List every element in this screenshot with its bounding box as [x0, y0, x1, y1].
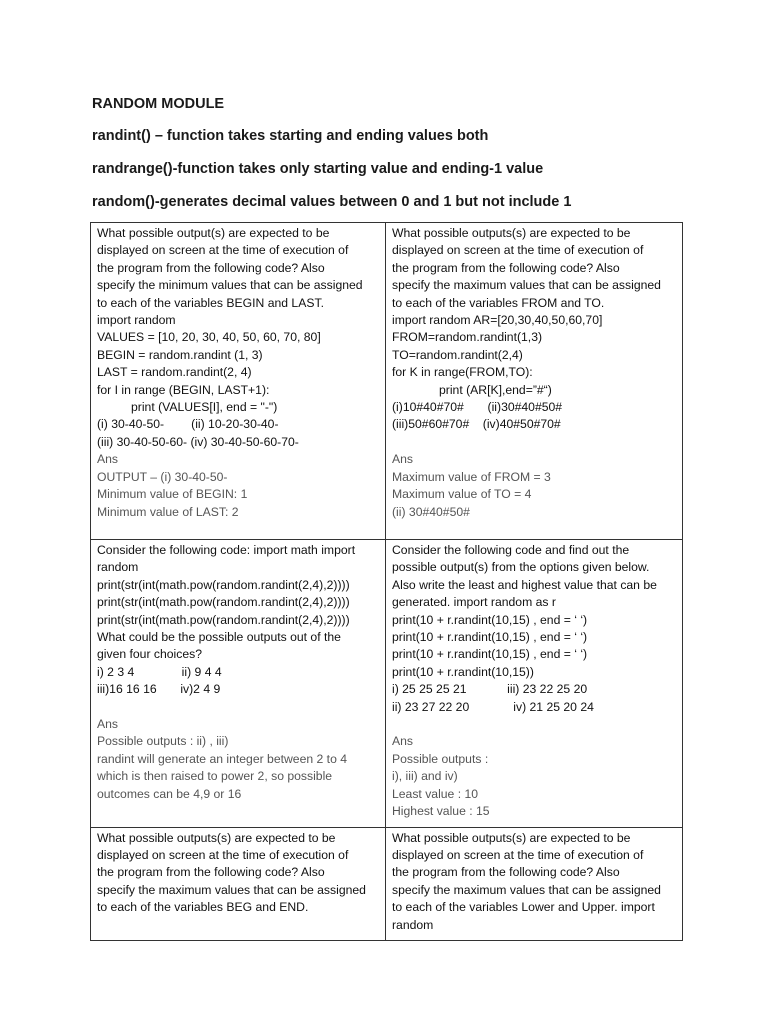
option-line: iii)16 16 16 iv)2 4 9 — [97, 682, 221, 697]
answer-line: OUTPUT – (i) 30-40-50- — [97, 469, 228, 484]
code-line: print(str(int(math.pow(random.randint(2,4),2)))) — [97, 595, 350, 610]
answer-line: Maximum value of FROM = 3 — [392, 469, 551, 484]
questions-table — [90, 222, 683, 941]
question-line: to each of the variables BEGIN and LAST. — [97, 295, 324, 310]
question-cell-3 — [91, 540, 386, 828]
question-line: the program from the following code? Also — [392, 260, 620, 275]
question-line: What possible output(s) are expected to be — [97, 226, 330, 240]
question-line: specify the maximum values that can be assigned — [97, 882, 366, 897]
question-line: random — [392, 917, 434, 932]
code-line: print (AR[K],end=”#“) — [439, 382, 552, 397]
code-line: print(10 + r.randint(10,15) , end = ‘ ‘) — [392, 647, 588, 662]
question-line: specify the maximum values that can be assigned — [392, 882, 661, 897]
question-cell-5 — [91, 827, 386, 940]
code-line: print(str(int(math.pow(random.randint(2,4),2)))) — [97, 577, 350, 592]
heading-randint: randint() – function takes starting and ending values both — [92, 128, 489, 144]
question-line: given four choices? — [97, 647, 203, 662]
question-line: generated. import random as r — [392, 595, 556, 610]
question-line: displayed on screen at the time of execution of — [392, 847, 644, 862]
question-line: specify the maximum values that can be assigned — [392, 278, 661, 293]
question-line: to each of the variables Lower and Upper. import — [392, 900, 655, 915]
question-line: the program from the following code? Also — [97, 865, 325, 880]
answer-line: Possible outputs : — [392, 751, 489, 766]
table-row — [91, 540, 683, 828]
code-line: print(10 + r.randint(10,15) , end = ‘ ‘) — [392, 630, 588, 645]
code-line: print(10 + r.randint(10,15)) — [392, 664, 534, 679]
option-line: (iii) 30-40-50-60- (iv) 30-40-50-60-70- — [97, 434, 299, 449]
heading-randrange: randrange()-function takes only starting value and ending-1 value — [92, 161, 544, 177]
answer-line: (ii) 30#40#50# — [392, 504, 470, 519]
answer-line: Highest value : 15 — [392, 804, 490, 819]
code-line: import random — [97, 313, 176, 328]
answer-line: Minimum value of BEGIN: 1 — [97, 487, 248, 502]
answer-label: Ans — [392, 734, 414, 749]
question-line: random — [97, 560, 139, 575]
answer-line: randint will generate an integer between 2 to 4 — [97, 751, 348, 766]
answer-line: Possible outputs : ii) , iii) — [97, 734, 229, 749]
option-line: (i)10#40#70# (ii)30#40#50# — [392, 400, 563, 415]
spacer-line — [392, 434, 677, 451]
code-line: print(str(int(math.pow(random.randint(2,4),2)))) — [97, 612, 350, 627]
answer-label: Ans — [97, 717, 119, 732]
answer-line: Minimum value of LAST: 2 — [97, 504, 239, 519]
question-line: What possible outputs(s) are expected to be — [392, 226, 631, 240]
option-line: (i) 30-40-50- (ii) 10-20-30-40- — [97, 417, 279, 432]
answer-line: which is then raised to power 2, so possible — [97, 769, 333, 784]
question-line: the program from the following code? Also — [392, 865, 620, 880]
code-line: LAST = random.randint(2, 4) — [97, 365, 252, 380]
answer-label: Ans — [392, 452, 414, 467]
answer-line: i), iii) and iv) — [392, 769, 458, 784]
code-line: print(10 + r.randint(10,15) , end = ‘ ‘) — [392, 612, 588, 627]
question-line: specify the minimum values that can be assigned — [97, 278, 363, 293]
answer-line: outcomes can be 4,9 or 16 — [97, 786, 242, 801]
code-line: TO=random.randint(2,4) — [392, 347, 523, 362]
code-line: print (VALUES[I], end = "-") — [131, 400, 278, 415]
question-line: to each of the variables BEG and END. — [97, 900, 309, 915]
question-line: Also write the least and highest value that can be — [392, 577, 657, 592]
option-line: ii) 23 27 22 20 iv) 21 25 20 24 — [392, 699, 594, 714]
question-line: What possible outputs(s) are expected to be — [392, 830, 631, 845]
question-line: displayed on screen at the time of execution of — [97, 243, 349, 258]
answer-line: Maximum value of TO = 4 — [392, 487, 532, 502]
question-cell-1 — [91, 223, 386, 540]
question-line: displayed on screen at the time of execution of — [392, 243, 644, 258]
question-cell-4 — [386, 540, 683, 828]
code-line: for I in range (BEGIN, LAST+1): — [97, 382, 270, 397]
question-line: the program from the following code? Also — [97, 260, 325, 275]
table-row — [91, 827, 683, 940]
option-line: (iii)50#60#70# (iv)40#50#70# — [392, 417, 561, 432]
code-line: VALUES = [10, 20, 30, 40, 50, 60, 70, 80] — [97, 330, 321, 345]
question-line: Consider the following code and find out the — [392, 543, 630, 557]
code-line: for K in range(FROM,TO): — [392, 365, 533, 380]
question-line: Consider the following code: import math import — [97, 543, 356, 557]
question-line: What possible outputs(s) are expected to be — [97, 830, 336, 845]
answer-line: Least value : 10 — [392, 786, 479, 801]
question-line: displayed on screen at the time of execution of — [97, 847, 349, 862]
question-line: to each of the variables FROM and TO. — [392, 295, 605, 310]
spacer-line — [392, 716, 677, 733]
page-title: RANDOM MODULE — [92, 96, 225, 112]
option-line: i) 25 25 25 21 iii) 23 22 25 20 — [392, 682, 588, 697]
code-line: import random AR=[20,30,40,50,60,70] — [392, 313, 603, 328]
spacer-line — [97, 699, 380, 716]
question-line: possible output(s) from the options given below. — [392, 560, 650, 575]
question-cell-2 — [386, 223, 683, 540]
code-line: FROM=random.randint(1,3) — [392, 330, 543, 345]
question-line: What could be the possible outputs out of the — [97, 630, 341, 645]
option-line: i) 2 3 4 ii) 9 4 4 — [97, 664, 222, 679]
question-cell-6 — [386, 827, 683, 940]
heading-random: random()-generates decimal values between 0 and 1 but not include 1 — [92, 194, 572, 210]
code-line: BEGIN = random.randint (1, 3) — [97, 347, 263, 362]
answer-label: Ans — [97, 452, 119, 467]
table-row — [91, 223, 683, 540]
